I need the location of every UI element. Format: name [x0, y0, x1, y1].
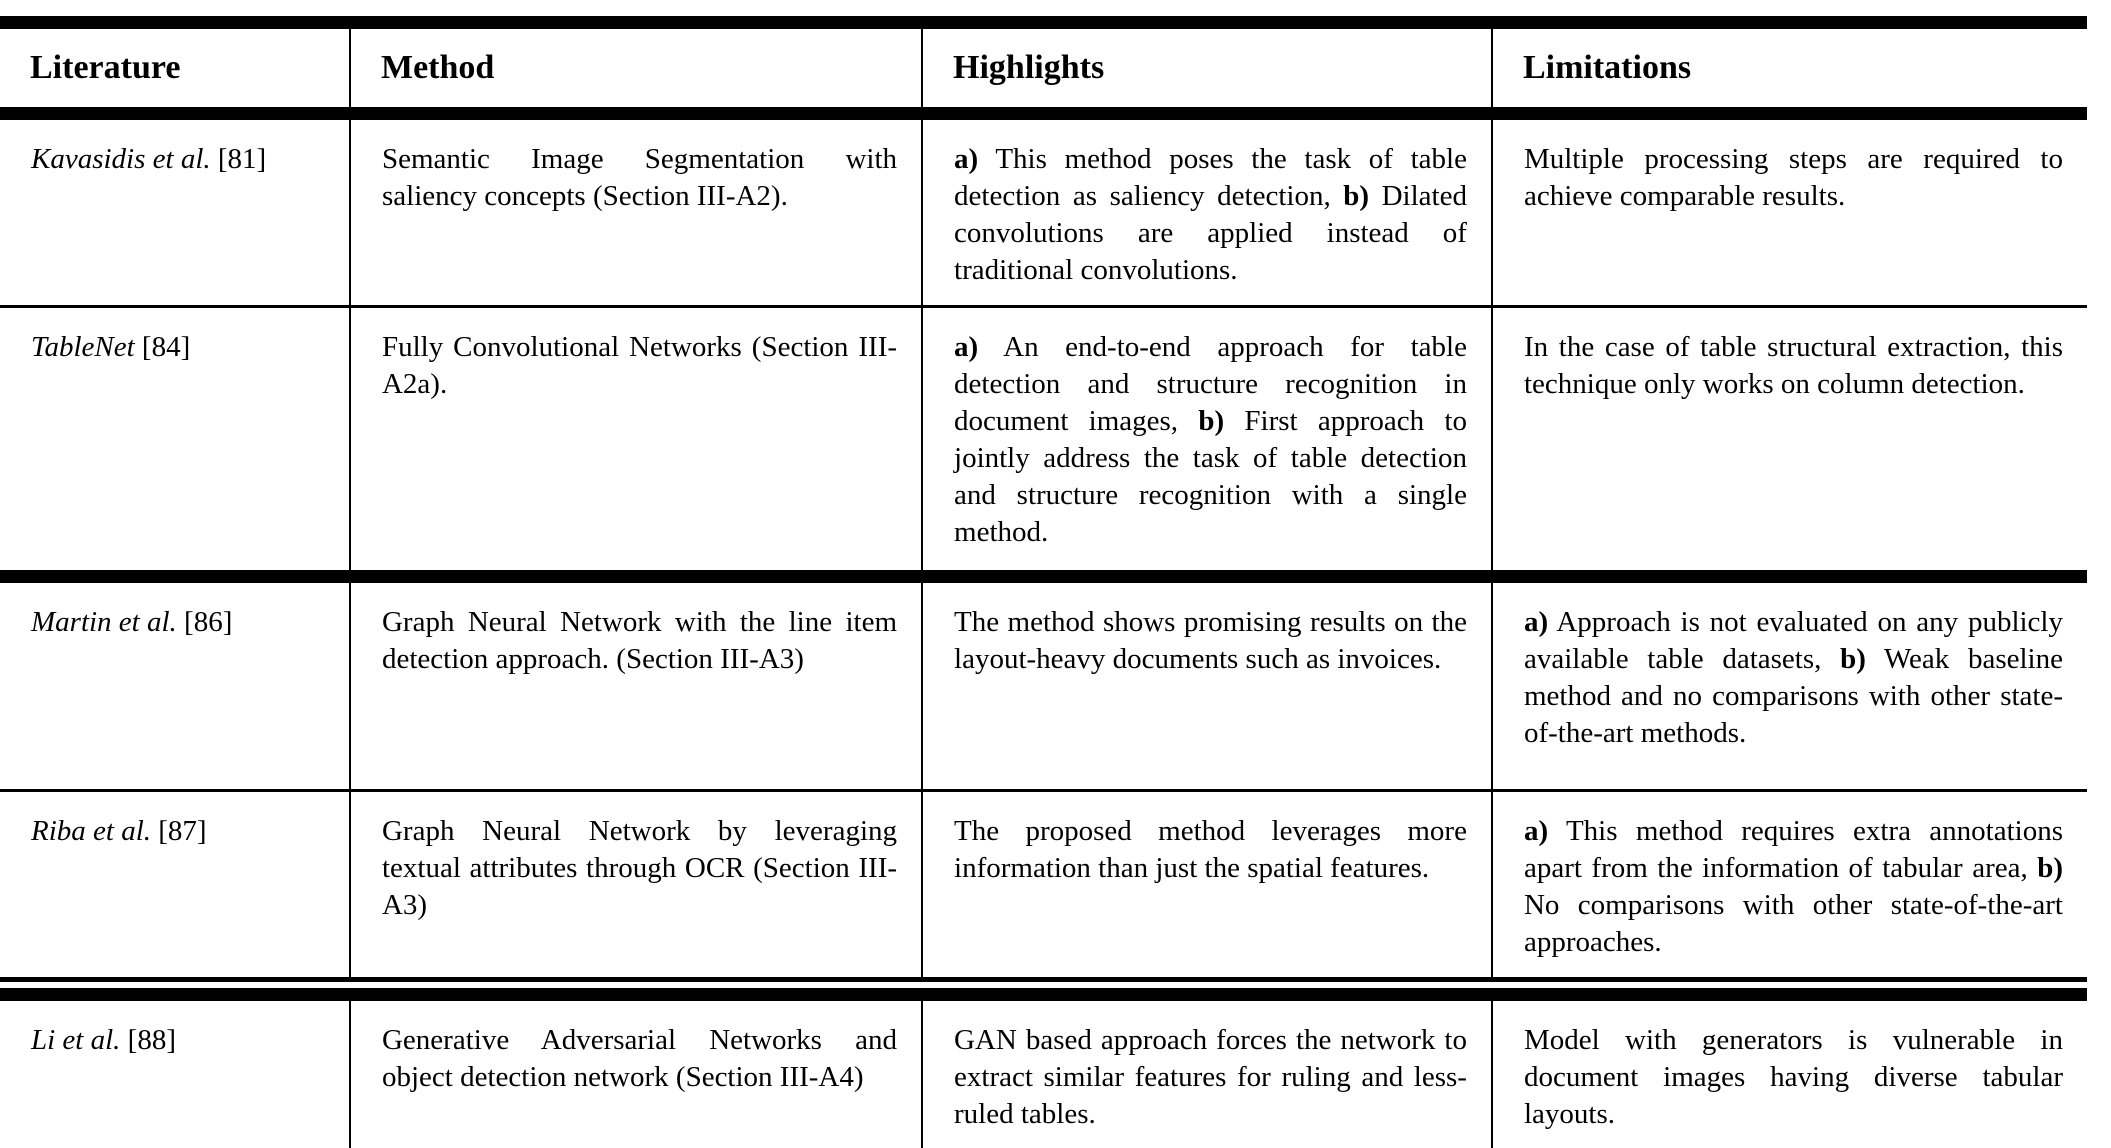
literature-comparison-table — [0, 16, 2087, 1148]
cell-highlights — [922, 120, 1492, 305]
text-segment: Li et al. — [31, 1024, 121, 1056]
text-segment: Multiple processing steps are required to achieve comparable results. — [1523, 143, 2063, 212]
text-segment: Fully Convolutional Networks (Section III-A2a). — [381, 331, 898, 400]
header-row — [0, 29, 2087, 107]
cell-literature — [0, 120, 350, 305]
header-highlights: Highlights — [922, 29, 1492, 107]
text-segment: Graph Neural Network with the line item detection approach. (Section III-A3) — [381, 606, 898, 675]
text-segment: a) — [1523, 606, 1549, 638]
text-segment: [84] — [134, 331, 191, 363]
cell-highlights — [922, 1001, 1492, 1148]
cell-literature — [0, 1001, 350, 1148]
text-segment: [86] — [176, 606, 233, 638]
text-segment: Semantic Image Segmentation with saliency concepts (Section III-A2). — [381, 143, 898, 212]
cell-method — [350, 120, 922, 305]
cell-literature — [0, 308, 350, 570]
header-limitations: Limitations — [1492, 29, 2087, 107]
text-segment: First approach to jointly address the task of table detection and structure recognition with a single method. — [954, 405, 1467, 548]
table-row — [0, 583, 2087, 789]
text-segment: a) — [1523, 815, 1549, 847]
cell-literature — [0, 792, 350, 977]
cell-highlights — [922, 583, 1492, 789]
table-row — [0, 120, 2087, 305]
table-row — [0, 792, 2087, 977]
text-segment: Generative Adversarial Networks and object detection network (Section III-A4) — [381, 1024, 898, 1093]
cell-method — [350, 1001, 922, 1148]
text-segment: In the case of table structural extraction, this technique only works on column detection. — [1523, 331, 2063, 400]
cell-limitations — [1492, 120, 2087, 305]
text-segment: No comparisons with other state-of-the-art approaches. — [1523, 889, 2063, 958]
text-segment: Graph Neural Network by leveraging textual attributes through OCR (Section III-A3) — [381, 815, 898, 921]
text-segment: Riba et al. — [31, 815, 152, 847]
text-segment: Martin et al. — [31, 606, 177, 638]
text-segment: Model with generators is vulnerable in document images having diverse tabular layouts. — [1523, 1024, 2063, 1130]
text-segment: a) — [954, 143, 979, 175]
cell-limitations — [1492, 792, 2087, 977]
text-segment: b) — [1840, 643, 1866, 675]
text-segment: The proposed method leverages more information than just the spatial features. — [954, 815, 1467, 884]
cell-method — [350, 308, 922, 570]
header-bottom-rule — [0, 107, 2087, 120]
cell-method — [350, 583, 922, 789]
group-separator-rule — [0, 977, 2087, 1001]
text-segment: [81] — [210, 143, 267, 175]
text-segment: b) — [1198, 405, 1225, 437]
cell-literature — [0, 583, 350, 789]
text-segment: Approach is not evaluated on any publicly available table datasets, — [1523, 606, 2063, 675]
top-rule — [0, 16, 2087, 29]
cell-limitations — [1492, 583, 2087, 789]
group-separator-rule — [0, 570, 2087, 583]
text-segment: [87] — [151, 815, 207, 847]
text-segment: This method poses the task of table detection as saliency detection, — [954, 143, 1467, 212]
text-segment: b) — [1343, 180, 1370, 212]
text-segment: GAN based approach forces the network to extract similar features for ruling and less-ruled tables. — [954, 1024, 1467, 1130]
cell-method — [350, 792, 922, 977]
text-segment: The method shows promising results on the layout-heavy documents such as invoices. — [954, 606, 1467, 675]
text-segment: Dilated convolutions are applied instead of traditional convolutions. — [954, 180, 1467, 286]
cell-limitations — [1492, 308, 2087, 570]
cell-highlights — [922, 308, 1492, 570]
cell-limitations — [1492, 1001, 2087, 1148]
header-literature: Literature — [0, 29, 350, 107]
text-segment: b) — [2037, 852, 2063, 884]
text-segment: Weak baseline method and no comparisons with other state-of-the-art methods. — [1523, 643, 2063, 749]
table-row — [0, 1001, 2087, 1148]
text-segment: [88] — [120, 1024, 176, 1056]
table-row — [0, 308, 2087, 570]
text-segment: Kavasidis et al. — [31, 143, 211, 175]
text-segment: TableNet — [31, 331, 135, 363]
text-segment: An end-to-end approach for table detection and structure recognition in document images, — [954, 331, 1467, 437]
text-segment: a) — [954, 331, 979, 363]
cell-highlights — [922, 792, 1492, 977]
text-segment: This method requires extra annotations apart from the information of tabular area, — [1523, 815, 2063, 884]
header-method: Method — [350, 29, 922, 107]
